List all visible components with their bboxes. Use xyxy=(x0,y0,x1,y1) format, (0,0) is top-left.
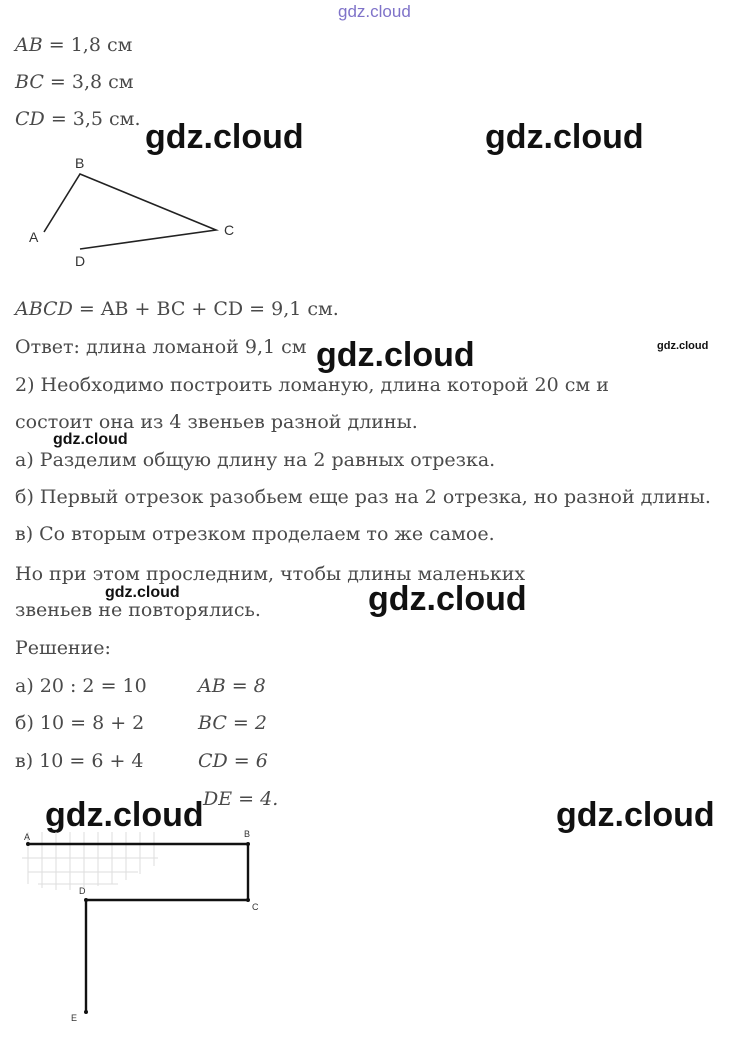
sum-rhs: = AB + BC + CD = 9,1 см. xyxy=(78,298,339,320)
point-a-label: A xyxy=(29,229,39,245)
polyline-abcde xyxy=(28,844,248,1012)
segment-value: = 1,8 см xyxy=(48,34,133,56)
watermark-4: gdz.cloud xyxy=(368,580,527,618)
watermark-6: gdz.cloud xyxy=(556,796,715,834)
given-ab xyxy=(15,33,132,57)
solution-right: CD = 6 xyxy=(198,750,268,772)
point-d xyxy=(84,898,88,902)
segment-name: CD xyxy=(15,108,45,130)
watermark-1: gdz.cloud xyxy=(145,118,304,156)
solution-row xyxy=(15,674,415,698)
solution-right: AB = 8 xyxy=(198,675,266,697)
point-d-label: D xyxy=(79,886,86,896)
watermark-3: gdz.cloud xyxy=(316,336,475,374)
solution-right: BC = 2 xyxy=(198,712,267,734)
segment-name: BC xyxy=(15,71,44,93)
note-line-1: Но при этом проследним, чтобы длины маленьких xyxy=(15,563,526,585)
segment-value: = 3,5 см. xyxy=(50,108,141,130)
task-2-line-1: 2) Необходимо построить ломаную, длина которой 20 см и xyxy=(15,374,609,396)
task-2-line-2: состоит она из 4 звеньев разной длины. xyxy=(15,411,418,433)
point-e-label: E xyxy=(71,1013,78,1023)
solution-right: DE = 4. xyxy=(203,788,279,810)
step-a: а) Разделим общую длину на 2 равных отрезка. xyxy=(15,449,496,471)
watermark-5: gdz.cloud xyxy=(45,796,204,834)
sum-formula xyxy=(15,297,339,321)
point-c-label: C xyxy=(252,902,259,912)
solution-left: б) 10 = 8 + 2 xyxy=(15,712,145,734)
grid-background xyxy=(22,832,158,890)
point-a-label: A xyxy=(24,832,31,842)
point-c-label: C xyxy=(224,222,235,238)
segment-value: = 3,8 см xyxy=(49,71,134,93)
solution-left: а) 20 : 2 = 10 xyxy=(15,675,147,697)
sum-lhs: ABCD xyxy=(15,298,73,320)
solution-row xyxy=(15,711,415,735)
point-a xyxy=(26,842,30,846)
segment-name: AB xyxy=(15,34,43,56)
polyline-figure-1 xyxy=(20,150,280,280)
answer-text: Ответ: длина ломаной 9,1 см xyxy=(15,336,307,358)
watermark-small-2: gdz.cloud xyxy=(105,584,180,601)
polyline-figure-2 xyxy=(18,828,318,1028)
given-cd xyxy=(15,107,141,131)
point-b xyxy=(246,842,250,846)
solution-row xyxy=(15,749,415,773)
watermark-small-1: gdz.cloud xyxy=(53,431,128,448)
watermark-tiny: gdz.cloud xyxy=(657,340,709,352)
step-b: б) Первый отрезок разобьем еще раз на 2 отрезка, но разной длины. xyxy=(15,486,711,508)
given-bc xyxy=(15,70,134,94)
watermark-top: gdz.cloud xyxy=(338,2,411,21)
point-b-label: B xyxy=(75,155,85,171)
step-c: в) Со вторым отрезком проделаем то же самое. xyxy=(15,523,495,545)
polyline-abcd xyxy=(44,174,216,249)
watermark-2: gdz.cloud xyxy=(485,118,644,156)
point-e xyxy=(84,1010,88,1014)
point-b-label: B xyxy=(244,829,251,839)
solution-label: Решение: xyxy=(15,637,111,659)
point-d-label: D xyxy=(75,253,86,269)
solution-left: в) 10 = 6 + 4 xyxy=(15,750,144,772)
note-line-2: звеньев не повторялись. xyxy=(15,599,261,621)
point-c xyxy=(246,898,250,902)
